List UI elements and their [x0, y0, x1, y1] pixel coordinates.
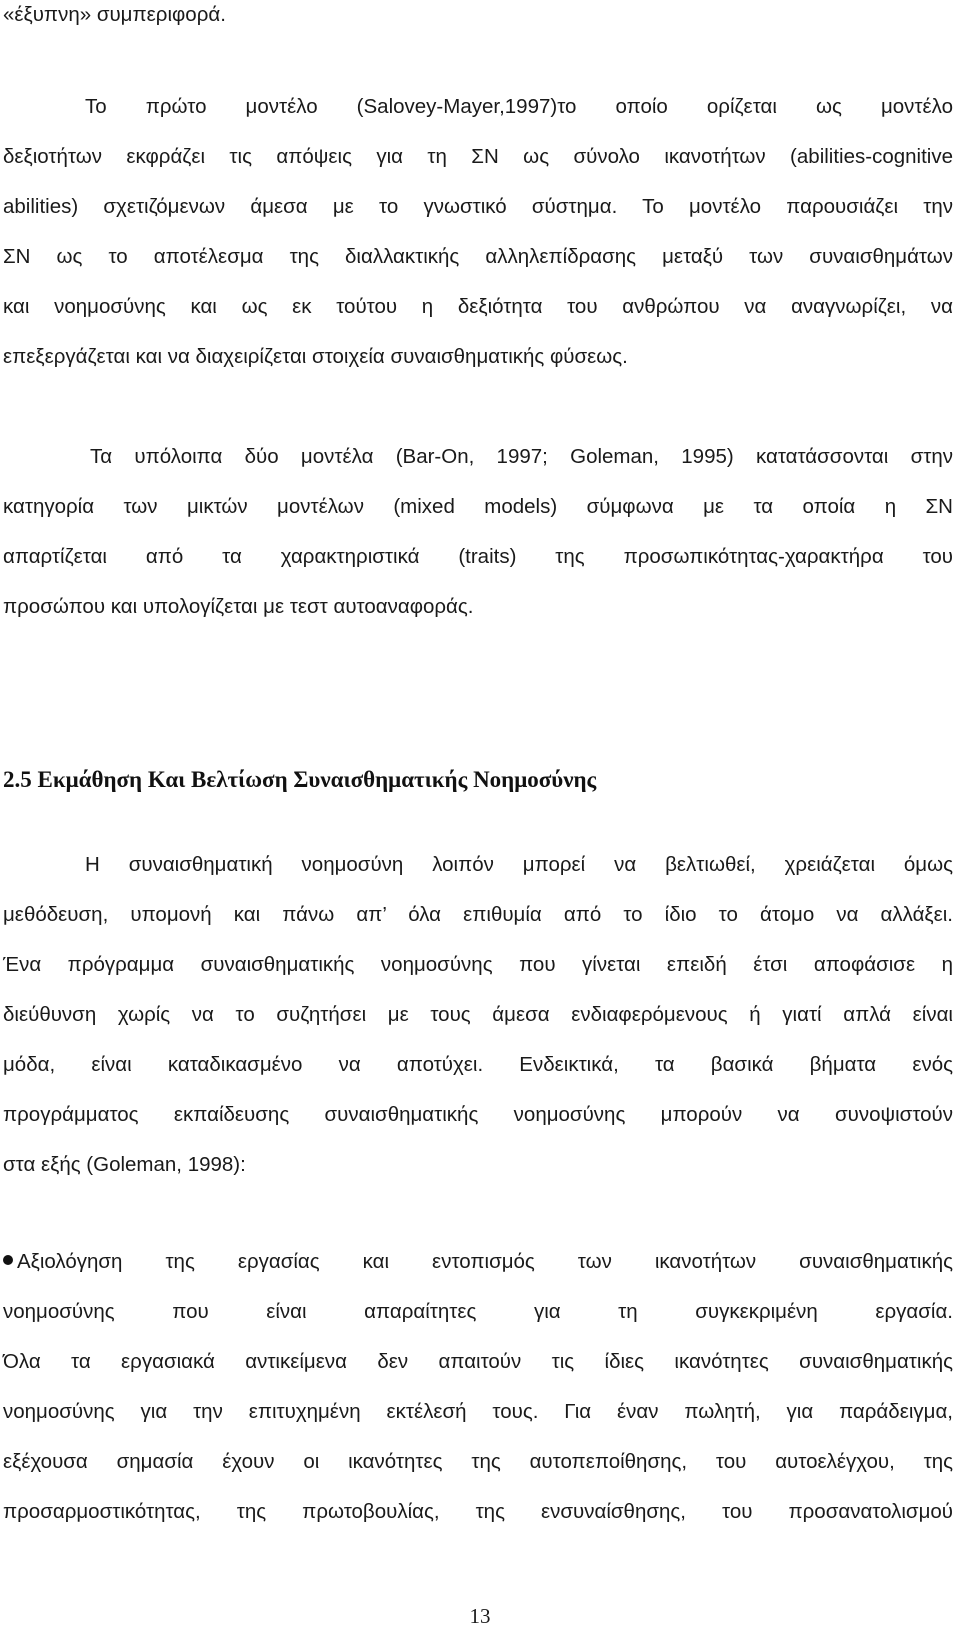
paragraph-3-line-5: μόδα, είναι καταδικασμένο να αποτύχει. Ενδεικτικά, τα βασικά βήματα ενός	[3, 1053, 953, 1076]
bullet-item-1-line-2: νοημοσύνης που είναι απαραίτητες για τη συγκεκριμένη εργασία.	[3, 1300, 953, 1323]
paragraph-3-line-4: διεύθυνση χωρίς να το συζητήσει με τους άμεσα ενδιαφερόμενους ή γιατί απλά είναι	[3, 1003, 953, 1026]
paragraph-2-line-4: προσώπου και υπολογίζεται με τεστ αυτοαναφοράς.	[3, 595, 474, 618]
section-heading: 2.5 Εκμάθηση Και Βελτίωση Συναισθηματικής Νοημοσύνης	[3, 767, 597, 792]
paragraph-1-line-2: δεξιοτήτων εκφράζει τις απόψεις για τη ΣΝ ως σύνολο ικανοτήτων (abilities-cognitive	[3, 145, 953, 168]
paragraph-3-line-3: Ένα πρόγραμμα συναισθηματικής νοημοσύνης που γίνεται επειδή έτσι αποφάσισε η	[3, 953, 953, 976]
paragraph-1-line-5: και νοημοσύνης και ως εκ τούτου η δεξιότητα του ανθρώπου να αναγνωρίζει, να	[3, 295, 953, 318]
paragraph-3-line-6: προγράμματος εκπαίδευσης συναισθηματικής νοημοσύνης μπορούν να συνοψιστούν	[3, 1103, 953, 1126]
paragraph-1-line-1: Το πρώτο μοντέλο (Salovey-Mayer,1997)το οποίο ορίζεται ως μοντέλο	[85, 95, 953, 118]
paragraph-3-line-2: μεθόδευση, υπομονή και πάνω απ’ όλα επιθυμία από το ίδιο το άτομο να αλλάξει.	[3, 903, 953, 926]
paragraph-1-line-4: ΣΝ ως το αποτέλεσμα της διαλλακτικής αλληλεπίδρασης μεταξύ των συναισθημάτων	[3, 245, 953, 268]
paragraph-1-line-3: abilities) σχετιζόμενων άμεσα με το γνωστικό σύστημα. Το μοντέλο παρουσιάζει την	[3, 195, 953, 218]
paragraph-3-line-1: Η συναισθηματική νοημοσύνη λοιπόν μπορεί να βελτιωθεί, χρειάζεται όμως	[85, 853, 953, 876]
paragraph-2-line-1: Τα υπόλοιπα δύο μοντέλα (Bar-On, 1997; Goleman, 1995) κατατάσσονται στην	[90, 445, 953, 468]
bullet-item-1-line-3: Όλα τα εργασιακά αντικείμενα δεν απαιτούν τις ίδιες ικανότητες συναισθηματικής	[3, 1350, 953, 1373]
paragraph-2-line-3: απαρτίζεται από τα χαρακτηριστικά (traits) της προσωπικότητας-χαρακτήρα του	[3, 545, 953, 568]
top-fragment-line: «έξυπνη» συμπεριφορά.	[3, 3, 226, 26]
paragraph-1-line-6: επεξεργάζεται και να διαχειρίζεται στοιχεία συναισθηματικής φύσεως.	[3, 345, 628, 368]
bullet-item-1-line-6: προσαρμοστικότητας, της πρωτοβουλίας, της ενσυναίσθησης, του προσανατολισμού	[3, 1500, 953, 1523]
bullet-item-1-line-4: νοημοσύνης για την επιτυχημένη εκτέλεσή τους. Για έναν πωλητή, για παράδειγμα,	[3, 1400, 953, 1423]
paragraph-3-line-7: στα εξής (Goleman, 1998):	[3, 1153, 246, 1176]
bullet-item-1-text: Αξιολόγηση της εργασίας και εντοπισμός των ικανοτήτων συναισθηματικής	[17, 1250, 953, 1273]
paragraph-2-line-2: κατηγορία των μικτών μοντέλων (mixed models) σύμφωνα με τα οποία η ΣΝ	[3, 495, 953, 518]
bullet-item-1-line-1	[3, 1249, 953, 1275]
bullet-icon	[3, 1255, 13, 1265]
bullet-item-1-line-5: εξέχουσα σημασία έχουν οι ικανότητες της αυτοπεποίθησης, του αυτοελέγχου, της	[3, 1450, 953, 1473]
page-number: 13	[469, 1604, 491, 1628]
